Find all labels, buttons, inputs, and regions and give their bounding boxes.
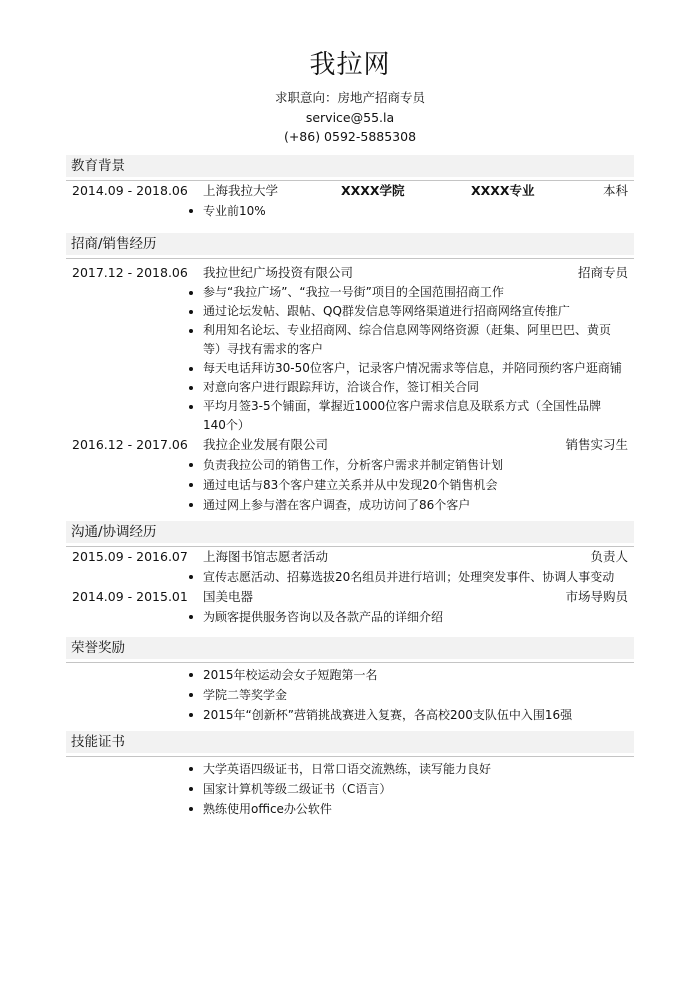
list-item: 通过电话与83个客户建立关系并从中发现20个销售机会	[66, 475, 623, 495]
list-item: 国家计算机等级二级证书（C语言）	[66, 779, 623, 799]
section-divider	[66, 662, 634, 663]
job-role: 市场导购员	[565, 589, 628, 604]
job-role: 销售实习生	[565, 437, 628, 452]
degree: 本科	[602, 183, 628, 198]
job-role: 负责人	[590, 549, 628, 564]
candidate-name: 我拉网	[309, 50, 391, 80]
resume-header	[0, 48, 700, 147]
organization-name: 上海图书馆志愿者活动	[203, 549, 329, 564]
job-objective: 求职意向：房地产招商专员	[274, 90, 425, 105]
contact-email: service@55.la	[305, 109, 395, 125]
list-item: 2015年校运动会女子短跑第一名	[66, 665, 623, 685]
list-item: 为顾客提供服务咨询以及各款产品的详细介绍	[66, 607, 623, 627]
section-title-communication: 沟通/协调经历	[66, 521, 634, 543]
entry-date: 2016.12 - 2017.06	[72, 437, 188, 452]
section-divider	[66, 258, 634, 259]
job-role: 招商专员	[577, 265, 628, 280]
experience-bullets	[66, 567, 634, 587]
entry-date: 2014.09 - 2015.01	[72, 589, 188, 604]
skills-section	[66, 731, 634, 819]
experience-entry	[66, 587, 634, 607]
major-name: XXXX专业	[471, 183, 535, 198]
list-item: 学院二等奖学金	[66, 685, 623, 705]
list-item: 熟练使用office办公软件	[66, 799, 623, 819]
contact-phone: (+86) 0592-5885308	[283, 129, 417, 144]
list-item: 对意向客户进行跟踪拜访，洽谈合作，签订相关合同	[66, 378, 623, 397]
skills-bullets	[66, 759, 634, 819]
list-item: 专业前10%	[66, 201, 623, 221]
education-section	[66, 155, 634, 221]
company-name: 我拉世纪广场投资有限公司	[203, 265, 354, 280]
list-item: 大学英语四级证书，日常口语交流熟练，读写能力良好	[66, 759, 623, 779]
list-item: 每天电话拜访30-50位客户，记录客户情况需求等信息，并陪同预约客户逛商铺	[66, 359, 623, 378]
list-item: 平均月签3-5个铺面，掌握近1000位客户需求信息及联系方式（全国性品牌140个）	[66, 397, 623, 435]
college-name: XXXX学院	[341, 183, 405, 198]
list-item: 2015年“创新杯”营销挑战赛进入复赛，各高校200支队伍中入围16强	[66, 705, 623, 725]
section-title-honors: 荣誉奖励	[66, 637, 634, 659]
organization-name: 国美电器	[203, 589, 254, 604]
section-title-education: 教育背景	[66, 155, 634, 177]
company-name: 我拉企业发展有限公司	[203, 437, 329, 452]
education-entry	[66, 181, 634, 201]
entry-date: 2015.09 - 2016.07	[72, 549, 188, 564]
experience-bullets	[66, 283, 634, 435]
school-name: 上海我拉大学	[203, 183, 279, 198]
education-bullets	[66, 201, 634, 221]
communication-section	[66, 521, 634, 627]
section-divider	[66, 756, 634, 757]
list-item: 通过论坛发帖、跟帖、QQ群发信息等网络渠道进行招商网络宣传推广	[66, 302, 623, 321]
section-title-sales: 招商/销售经历	[66, 233, 634, 255]
list-item: 利用知名论坛、专业招商网、综合信息网等网络资源（赶集、阿里巴巴、黄页等）寻找有需求的客户	[66, 321, 623, 359]
honors-section	[66, 637, 634, 725]
list-item: 宣传志愿活动、招募选拔20名组员并进行培训；处理突发事件、协调人事变动	[66, 567, 623, 587]
experience-entry	[66, 547, 634, 567]
section-title-skills: 技能证书	[66, 731, 634, 753]
list-item: 负责我拉公司的销售工作，分析客户需求并制定销售计划	[66, 455, 623, 475]
experience-bullets	[66, 607, 634, 627]
honors-bullets	[66, 665, 634, 725]
list-item: 通过网上参与潜在客户调查，成功访问了86个客户	[66, 495, 623, 515]
experience-bullets	[66, 455, 634, 515]
entry-date: 2017.12 - 2018.06	[72, 265, 188, 280]
experience-entry	[66, 435, 634, 455]
list-item: 参与“我拉广场”、“我拉一号街”项目的全国范围招商工作	[66, 283, 623, 302]
experience-entry	[66, 263, 634, 283]
entry-date: 2014.09 - 2018.06	[72, 183, 188, 198]
sales-section	[66, 233, 634, 515]
